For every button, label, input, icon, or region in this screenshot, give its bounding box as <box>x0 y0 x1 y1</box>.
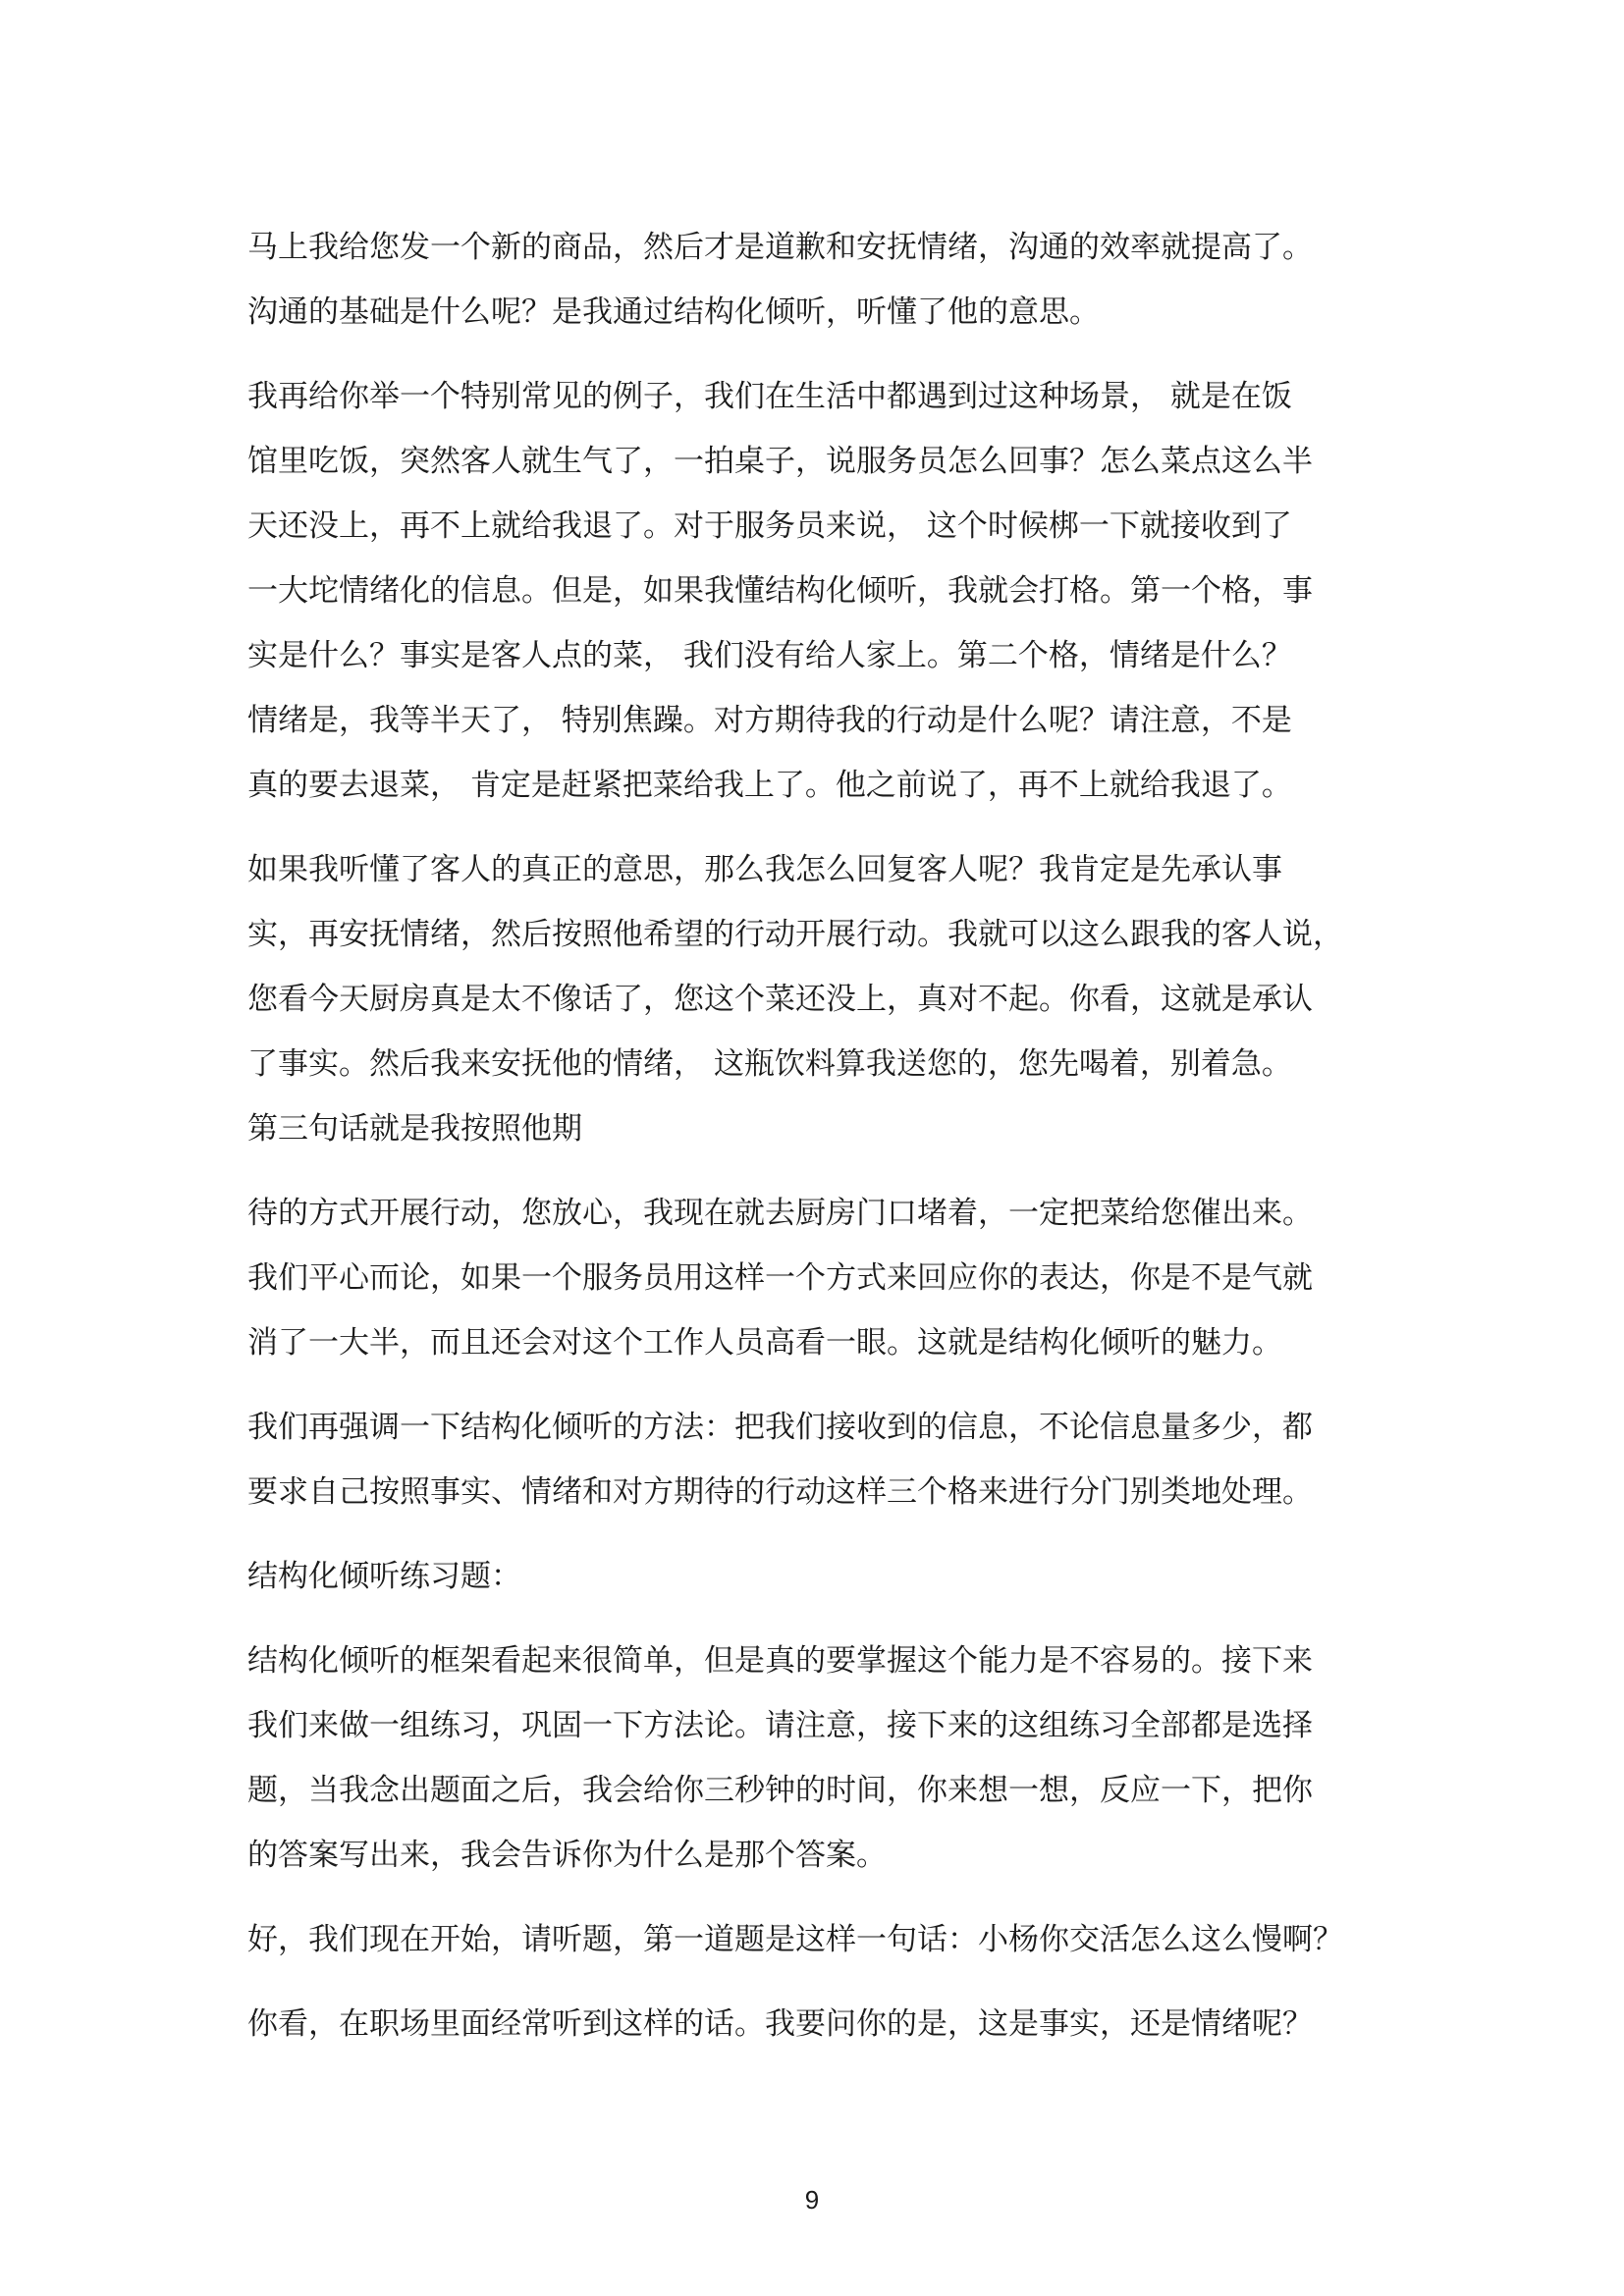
text-line: 真的要去退菜， 肯定是赶紧把菜给我上了。他之前说了，再不上就给我退了。 <box>247 768 1292 803</box>
paragraph <box>247 1181 1386 1375</box>
text-line: 好，我们现在开始，请听题，第一道题是这样一句话：小杨你交活怎么这么慢啊？ <box>247 1922 1343 1957</box>
paragraph <box>247 1629 1386 1888</box>
text-line: 情绪是，我等半天了， 特别焦躁。对方期待我的行动是什么呢？请注意，不是 <box>247 703 1292 738</box>
text-line: 结构化倾听练习题： <box>247 1559 521 1594</box>
paragraph <box>247 215 1386 345</box>
document-body <box>247 215 1386 2056</box>
text-line: 我再给你举一个特别常见的例子，我们在生活中都遇到过这种场景， 就是在饭 <box>247 379 1292 414</box>
text-line: 实是什么？事实是客人点的菜， 我们没有给人家上。第二个格，情绪是什么？ <box>247 638 1292 673</box>
paragraph <box>247 364 1386 818</box>
text-line: 马上我给您发一个新的商品，然后才是道歉和安抚情绪，沟通的效率就提高了。 <box>247 230 1313 265</box>
paragraph <box>247 837 1386 1161</box>
text-line: 结构化倾听的框架看起来很简单，但是真的要掌握这个能力是不容易的。接下来 <box>247 1643 1313 1679</box>
text-line: 天还没上，再不上就给我退了。对于服务员来说， 这个时候梆一下就接收到了 <box>247 508 1292 544</box>
paragraph <box>247 1395 1386 1524</box>
text-line: 沟通的基础是什么呢？是我通过结构化倾听，听懂了他的意思。 <box>247 294 1100 330</box>
text-line: 消了一大半，而且还会对这个工作人员高看一眼。这就是结构化倾听的魅力。 <box>247 1325 1282 1361</box>
text-line: 馆里吃饭，突然客人就生气了，一拍桌子，说服务员怎么回事？怎么菜点这么半 <box>247 444 1313 479</box>
text-line: 实，再安抚情绪，然后按照他希望的行动开展行动。我就可以这么跟我的客人说， <box>247 917 1343 952</box>
text-line: 一大坨情绪化的信息。但是，如果我懂结构化倾听，我就会打格。第一个格，事 <box>247 573 1313 609</box>
text-line: 题，当我念出题面之后，我会给你三秒钟的时间，你来想一想，反应一下，把你 <box>247 1773 1313 1808</box>
text-line: 的答案写出来，我会告诉你为什么是那个答案。 <box>247 1838 887 1873</box>
text-line: 了事实。然后我来安抚他的情绪， 这瓶饮料算我送您的，您先喝着，别着急。 <box>247 1046 1292 1082</box>
text-line: 待的方式开展行动，您放心，我现在就去厨房门口堵着，一定把菜给您催出来。 <box>247 1196 1313 1231</box>
text-line: 我们再强调一下结构化倾听的方法：把我们接收到的信息，不论信息量多少，都 <box>247 1410 1313 1445</box>
section-heading <box>247 1544 1386 1609</box>
paragraph <box>247 1992 1386 2056</box>
paragraph <box>247 1907 1386 1972</box>
text-line: 我们来做一组练习，巩固一下方法论。请注意，接下来的这组练习全部都是选择 <box>247 1708 1313 1743</box>
text-line: 您看今天厨房真是太不像话了，您这个菜还没上，真对不起。你看，这就是承认 <box>247 982 1313 1017</box>
text-line: 如果我听懂了客人的真正的意思，那么我怎么回复客人呢？我肯定是先承认事 <box>247 852 1282 887</box>
text-line: 我们平心而论，如果一个服务员用这样一个方式来回应你的表达，你是不是气就 <box>247 1260 1313 1296</box>
text-line: 要求自己按照事实、情绪和对方期待的行动这样三个格来进行分门别类地处理。 <box>247 1474 1313 1510</box>
text-line: 你看，在职场里面经常听到这样的话。我要问你的是，这是事实，还是情绪呢？ <box>247 2006 1313 2042</box>
page-number: 9 <box>804 2185 820 2215</box>
text-line: 第三句话就是我按照他期 <box>247 1111 582 1147</box>
